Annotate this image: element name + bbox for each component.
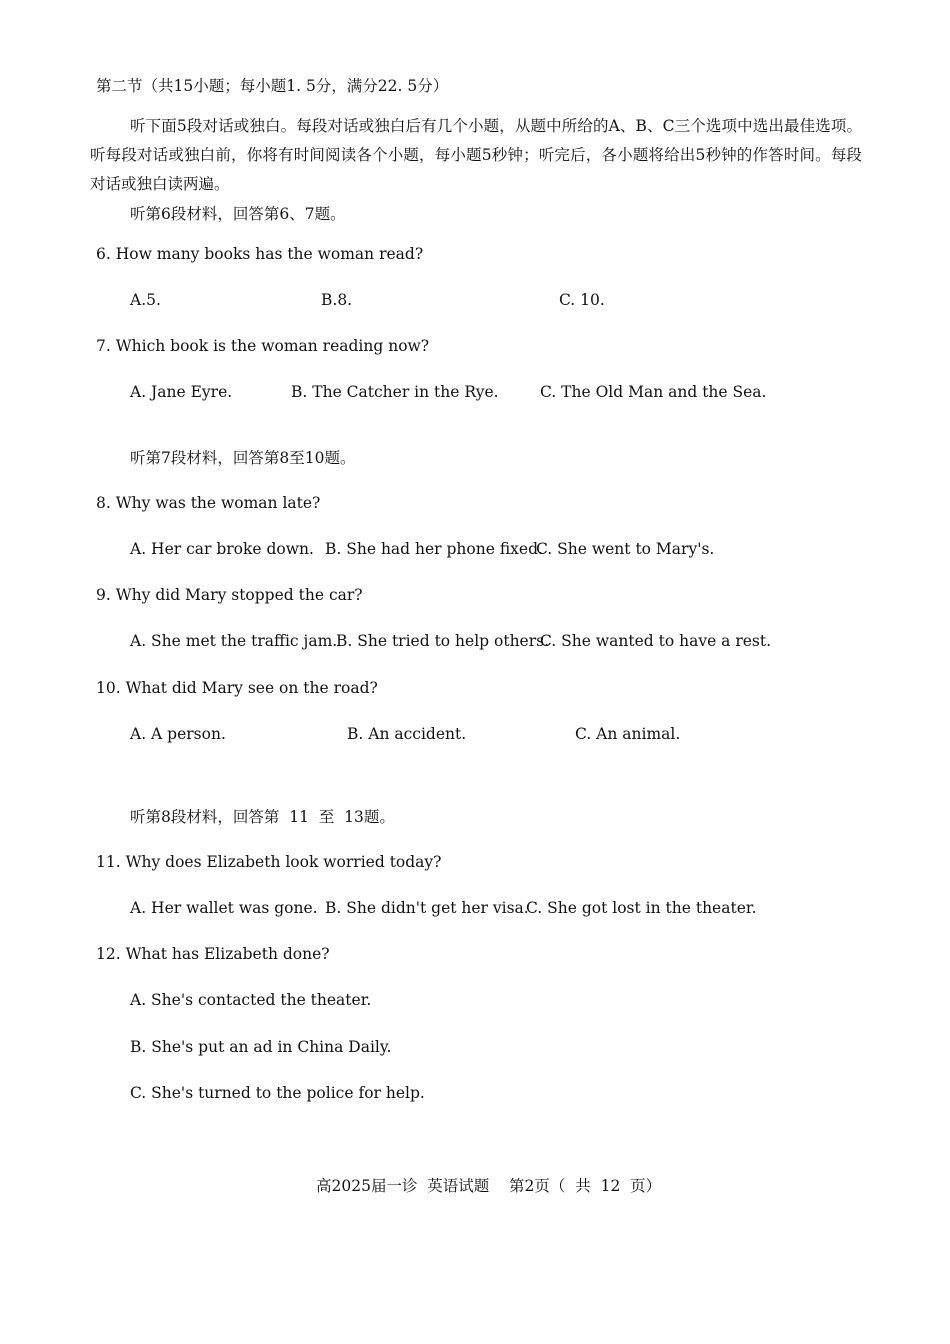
- q9-option-b: B. She tried to help others.: [336, 632, 550, 650]
- q11-option-a: A. Her wallet was gone.: [130, 899, 318, 917]
- question-10: 10. What did Mary see on the road?: [96, 679, 378, 697]
- q7-option-b: B. The Catcher in the Rye.: [291, 383, 499, 401]
- q10-option-a: A. A person.: [130, 725, 226, 743]
- q10-option-c: C. An animal.: [575, 725, 681, 743]
- q11-option-b: B. She didn't get her visa.: [325, 899, 529, 917]
- q8-option-b: B. She had her phone fixed.: [325, 540, 543, 558]
- q12-option-a: A. She's contacted the theater.: [130, 991, 372, 1009]
- q8-option-a: A. Her car broke down.: [130, 540, 314, 558]
- group-intro-11-13: 听第8段材料，回答第 11 至 13题。: [130, 808, 395, 826]
- question-6: 6. How many books has the woman read?: [96, 245, 424, 263]
- q6-option-b: B.8.: [321, 291, 353, 309]
- q8-option-c: C. She went to Mary's.: [536, 540, 715, 558]
- question-7: 7. Which book is the woman reading now?: [96, 337, 430, 355]
- q9-option-c: C. She wanted to have a rest.: [540, 632, 772, 650]
- page-footer: 高2025届一诊 英语试题 第2页（ 共 12 页）: [316, 1177, 662, 1195]
- question-11: 11. Why does Elizabeth look worried today?: [96, 853, 442, 871]
- question-12: 12. What has Elizabeth done?: [96, 945, 330, 963]
- q7-option-a: A. Jane Eyre.: [130, 383, 233, 401]
- q11-option-c: C. She got lost in the theater.: [526, 899, 757, 917]
- section-header: 第二节（共15小题；每小题1. 5分，满分22. 5分）: [96, 77, 449, 95]
- q6-option-a: A.5.: [130, 291, 161, 309]
- q12-option-c: C. She's turned to the police for help.: [130, 1084, 425, 1102]
- instructions: 听下面5段对话或独白。每段对话或独白后有几个小题，从题中所给的A、B、C三个选项中选出最佳选项。听每段对话或独白前，你将有时间阅读各个小题，每小题5秒钟；听完后，各小题将给出5秒钟的作答时间。每段对话或独白读两遍。: [90, 117, 862, 193]
- question-8: 8. Why was the woman late?: [96, 494, 321, 512]
- group-intro-6-7: 听第6段材料，回答第6、7题。: [130, 205, 346, 223]
- q6-option-c: C. 10.: [559, 291, 605, 309]
- q9-option-a: A. She met the traffic jam.: [130, 632, 338, 650]
- group-intro-8-10: 听第7段材料，回答第8至10题。: [130, 449, 356, 467]
- q10-option-b: B. An accident.: [347, 725, 467, 743]
- question-9: 9. Why did Mary stopped the car?: [96, 586, 363, 604]
- q7-option-c: C. The Old Man and the Sea.: [540, 383, 767, 401]
- q12-option-b: B. She's put an ad in China Daily.: [130, 1038, 392, 1056]
